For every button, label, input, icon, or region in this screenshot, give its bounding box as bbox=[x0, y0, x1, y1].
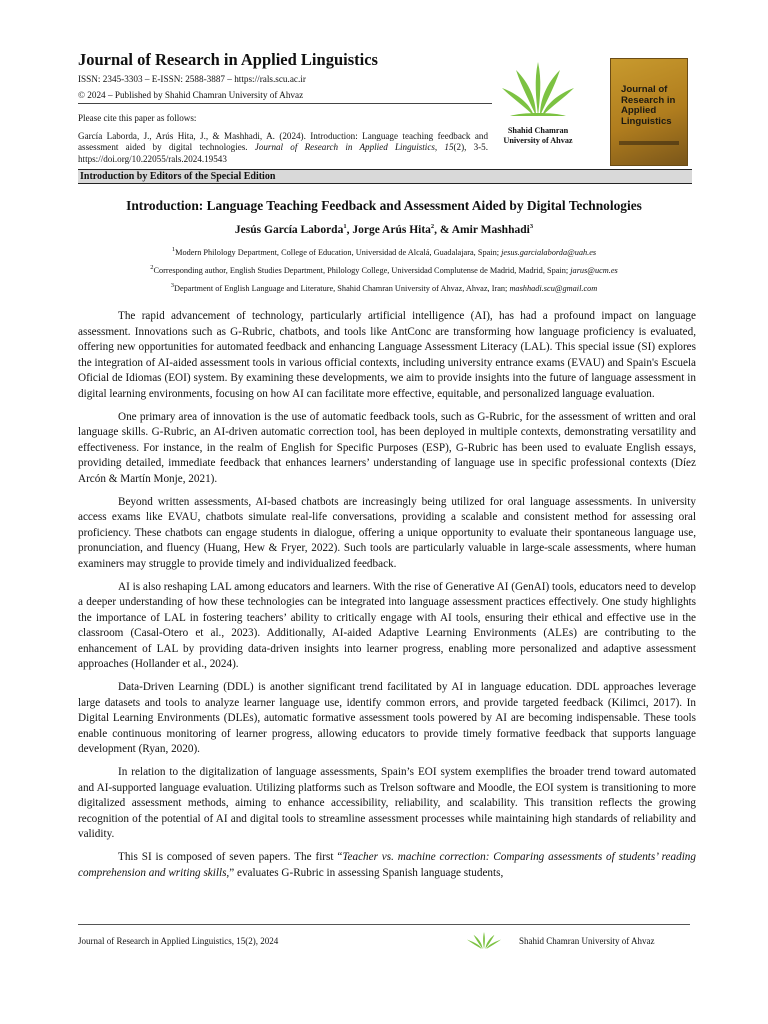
paper-title-italic: Teacher vs. machine correction: Comparing assessments of students’ reading comprehension and writing skills, bbox=[78, 851, 696, 879]
citation-intro: Please cite this paper as follows: bbox=[78, 113, 197, 123]
author-separator: , bbox=[346, 223, 353, 236]
body-paragraph: In relation to the digitalization of language assessments, Spain’s EOI system exemplifies the broader trend toward automated and AI-supported language evaluation. Utilizing platforms such as Trelson software and Moodle, the EOI system is transitioning to more digitalized assessment methods, aiming to enhance accessibility, reliability, and scalability. This transition reflects the growing recognition of the potential of AI and digital tools to streamline assessment processes while maintaining high standards of reliability and validity. bbox=[78, 766, 696, 840]
paragraph-text: This SI is composed of seven papers. The first “ bbox=[118, 851, 343, 863]
affiliation bbox=[78, 282, 690, 293]
journal-title: Journal of Research in Applied Linguistics bbox=[78, 50, 378, 69]
author-sup: 3 bbox=[529, 223, 534, 230]
citation-part-a: García Laborda, J., Arús Hita, J., & Mashhadi, A. (2024). Introduction: Language teaching feedback and assessment aided by digital technologies. bbox=[78, 130, 488, 153]
affiliation-num: 1 bbox=[171, 246, 176, 253]
footer-journal: Journal of Research in Applied Linguistics, 15(2), 2024 bbox=[78, 936, 279, 946]
cover-title-line: Journal of bbox=[621, 84, 668, 95]
affiliation-email[interactable]: jarus@ucm.es bbox=[570, 265, 618, 275]
university-name: Shahid Chamran University of Ahvaz bbox=[503, 126, 573, 145]
affiliation-text: Modern Philology Department, College of Education, Universidad de Alcalá, Guadalajara, Spain; bbox=[175, 247, 502, 257]
cover-title-line: Applied bbox=[621, 105, 657, 116]
article-body bbox=[78, 309, 696, 889]
author-name: Jorge Arús Hita bbox=[352, 223, 431, 236]
citation-part-b: (2), 3-5. https://doi.org/10.22055/rals.2024.19543 bbox=[78, 142, 488, 164]
paragraph-text: ” evaluates G-Rubric in assessing Spanish language students, bbox=[229, 866, 504, 879]
issn-line: ISSN: 2345-3303 – E-ISSN: 2588-3887 – https://rals.scu.ac.ir bbox=[78, 74, 306, 84]
cover-decoration bbox=[619, 141, 679, 145]
affiliation-email[interactable]: mashhadi.scu@gmail.com bbox=[509, 283, 598, 293]
affiliation-num: 2 bbox=[150, 264, 154, 271]
affiliation-text: Department of English Language and Literature, Shahid Chamran University of Ahvaz, Ahvaz, Iran; bbox=[173, 283, 510, 293]
journal-cover bbox=[610, 58, 688, 166]
section-label: Introduction by Editors of the Special Edition bbox=[78, 169, 692, 184]
university-logo-icon bbox=[500, 58, 576, 120]
article-title: Introduction: Language Teaching Feedback and Assessment Aided by Digital Technologies bbox=[126, 198, 642, 213]
body-paragraph: AI is also reshaping LAL among educators and learners. With the rise of Generative AI (GenAI) tools, educators need to develop a deeper understanding of how these technologies can be integrated into language assessment practices effectively. One study highlights the importance of LAL in fostering teachers’ ability to critically engage with AI tools, ensuring their ethical and effective use in the classroom (Casal-Otero et al., 2023). Additionally, AI-aided Adaptive Learning Environments (ALEs) are contributing to the enhancement of LAL by providing data-driven insights into learner progress, enabling more personalized and adaptive assessment approaches (Hollander et al., 2024). bbox=[78, 580, 696, 670]
footer-university: Shahid Chamran University of Ahvaz bbox=[519, 936, 655, 946]
body-paragraph: The rapid advancement of technology, particularly artificial intelligence (AI), has had a profound impact on language assessment. Innovations such as G-Rubric, chatbots, and tools like AntConc are transforming how language proficiency is evaluated, offering new opportunities for automated feedback and enhancing Language Assessment Literacy (LAL). This special issue (SI) explores the integration of AI-aided assessment tools in various official contexts, including university entrance exams (EVAU) and Spain's Escuela Oficial de Idiomas (EOI) system. By examining these developments, we aim to provide insights into the future of language assessment in digital learning environments, focusing on how AI can facilitate more effective, equitable, and personalized language evaluation. bbox=[78, 310, 696, 400]
affiliation bbox=[78, 246, 690, 257]
affiliation-email[interactable]: jesus.garcialaborda@uah.es bbox=[501, 247, 597, 257]
citation-journal: Journal of Research in Applied Linguistics, 15 bbox=[254, 142, 454, 153]
author-name: Amir Mashhadi bbox=[451, 223, 530, 236]
author-name: Jesús García Laborda bbox=[234, 223, 344, 236]
author-list bbox=[78, 223, 690, 236]
footer-rule bbox=[78, 924, 690, 925]
footer-logo-icon bbox=[466, 931, 502, 950]
body-paragraph bbox=[78, 850, 696, 881]
affiliation-num: 3 bbox=[170, 282, 174, 289]
citation-text bbox=[78, 131, 488, 166]
affiliation-text: Corresponding author, English Studies Department, Philology College, Universidad Complutense de Madrid, Madrid, Spain; bbox=[153, 265, 571, 275]
header-rule bbox=[78, 103, 492, 104]
author-sup: 2 bbox=[430, 223, 435, 230]
author-separator: , & bbox=[434, 223, 452, 236]
cover-title-line: Linguistics bbox=[621, 115, 672, 127]
cover-title-line: Research in bbox=[621, 94, 676, 106]
citation-block bbox=[78, 113, 488, 171]
affiliation bbox=[78, 264, 690, 275]
body-paragraph: One primary area of innovation is the use of automatic feedback tools, such as G-Rubric, for the assessment of written and oral language skills. G-Rubric, an AI-driven automatic correction tool, has been deployed in multiple contexts, demonstrating versatility and effectiveness. For instance, in the realm of English for Specific Purposes (ESP), G-Rubric has been used to evaluate English essays, providing detailed, immediate feedback that enhances learners’ understanding of language use in specific professional contexts (Díez Arcón & Martín Monje, 2021). bbox=[78, 410, 696, 485]
publisher-line: © 2024 – Published by Shahid Chamran University of Ahvaz bbox=[78, 90, 304, 100]
author-sup: 1 bbox=[343, 223, 347, 230]
body-paragraph: Data-Driven Learning (DDL) is another significant trend facilitated by AI in language education. DDL approaches leverage large datasets and tools to analyze learner language use, identify common errors, and provide targeted feedback (Kilimci, 2017). In Digital Learning Environments (DLEs), automatic formative assessment tools powered by AI are becoming indispensable. These tools enable continuous monitoring of learner progress, allowing educators to provide timely formative feedback that supports language development (Ryan, 2020). bbox=[78, 681, 696, 755]
body-paragraph: Beyond written assessments, AI-based chatbots are increasingly being utilized for oral language assessments. In university access exams like EVAU, chatbots simulate real-life conversations, providing a scalable and consistent method for assessing oral proficiency. These chatbots can engage students in dialogue, offering a unique opportunity to evaluate their spontaneous language use, pronunciation, and fluency (Huang, Hew & Fryer, 2022). Such tools are particularly valuable in large-scale assessments, where human examiners may struggle to provide timely and individualized feedback. bbox=[78, 495, 696, 570]
cover-title bbox=[621, 85, 685, 127]
